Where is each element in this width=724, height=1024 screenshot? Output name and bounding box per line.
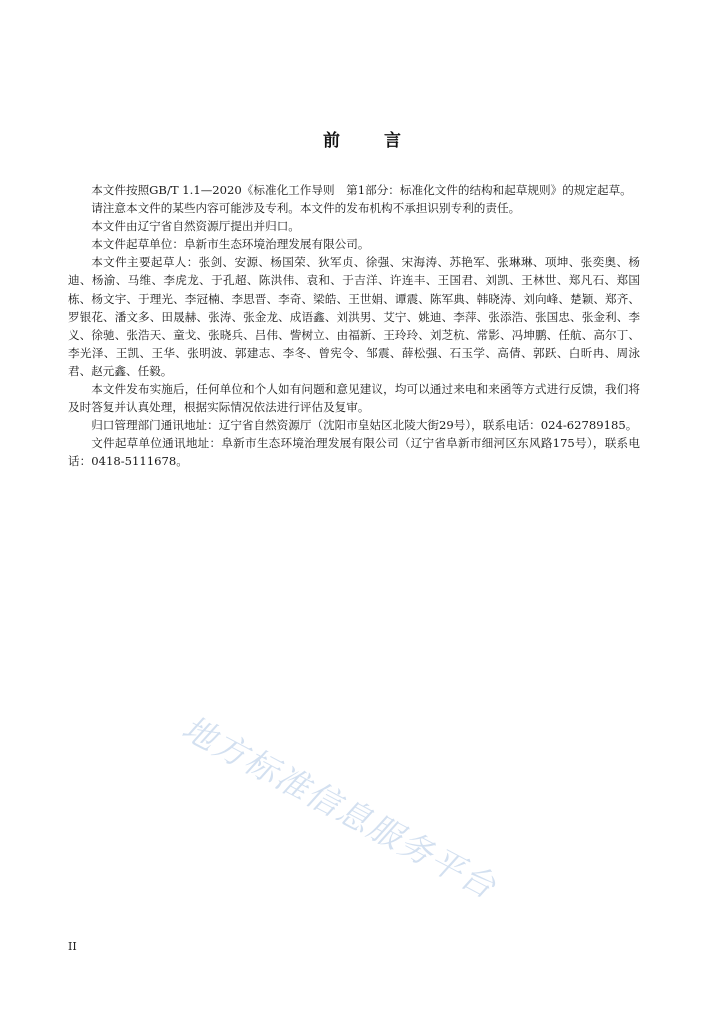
page-title: [0, 126, 724, 151]
watermark: 地方标准信息服务平台: [175, 708, 504, 907]
paragraph-patent-notice: 请注意本文件的某些内容可能涉及专利。本文件的发布机构不承担识别专利的责任。: [91, 201, 521, 216]
paragraph-drafting-unit: 本文件起草单位：阜新市生态环境治理发展有限公司。: [91, 237, 370, 252]
title-char-2: 言: [384, 131, 401, 151]
paragraph-standard-basis: 本文件按照GB/T 1.1—2020《标准化工作导则 第1部分：标准化文件的结构和起草规则》的规定起草。: [91, 183, 632, 197]
paragraph-feedback: 本文件发布实施后，任何单位和个人如有问题和意见建议，均可以通过来电和来函等方式进行反馈，我们将及时答复并认真处理，根据实际情况依法进行评估及复审。: [68, 382, 640, 415]
paragraph-drafter-address: 文件起草单位通讯地址：阜新市生态环境治理发展有限公司（辽宁省阜新市细河区东风路175号），联系电话：0418-5111678。: [68, 436, 640, 469]
paragraph-drafters: 本文件主要起草人：张剑、安源、杨国荣、狄军贞、徐强、宋海涛、苏艳军、张琳琳、项坤、张奕奥、杨迪、杨渝、马维、李虎龙、于孔超、陈洪伟、袁和、于吉洋、许连丰、王国君、刘凯、王林世、郑凡石、郑国栋、杨文宇、于理光、李冠楠、李思晋、李奇、梁皓、王世娟、谭震、陈军典、韩晓涛、刘向峰、楚颖、郑齐、罗银花、潘文多、田晟赫、张涛、张金龙、成语鑫、刘洪男、艾宁、姚迪、李萍、张添浩、张国忠、张金利、李义、徐驰、张浩天、童戈、张晓兵、吕伟、訾树立、由福新、王玲玲、刘芝杭、常影、冯坤鹏、任航、高尔丁、李光泽、王凯、王华、张明波、郭建志、李冬、曾宪令、邹震、薛松强、石玉学、高倩、郭跃、白昕冉、周泳君、赵元鑫、任毅。: [68, 255, 640, 378]
title-char-1: 前: [323, 131, 340, 151]
paragraph-proposer: 本文件由辽宁省自然资源厅提出并归口。: [91, 219, 300, 234]
paragraph-admin-address: 归口管理部门通讯地址：辽宁省自然资源厅（沈阳市皇姑区北陵大街29号），联系电话：024-62789185。: [91, 418, 638, 433]
page-number: II: [68, 940, 77, 953]
foreword-body: [68, 181, 640, 471]
